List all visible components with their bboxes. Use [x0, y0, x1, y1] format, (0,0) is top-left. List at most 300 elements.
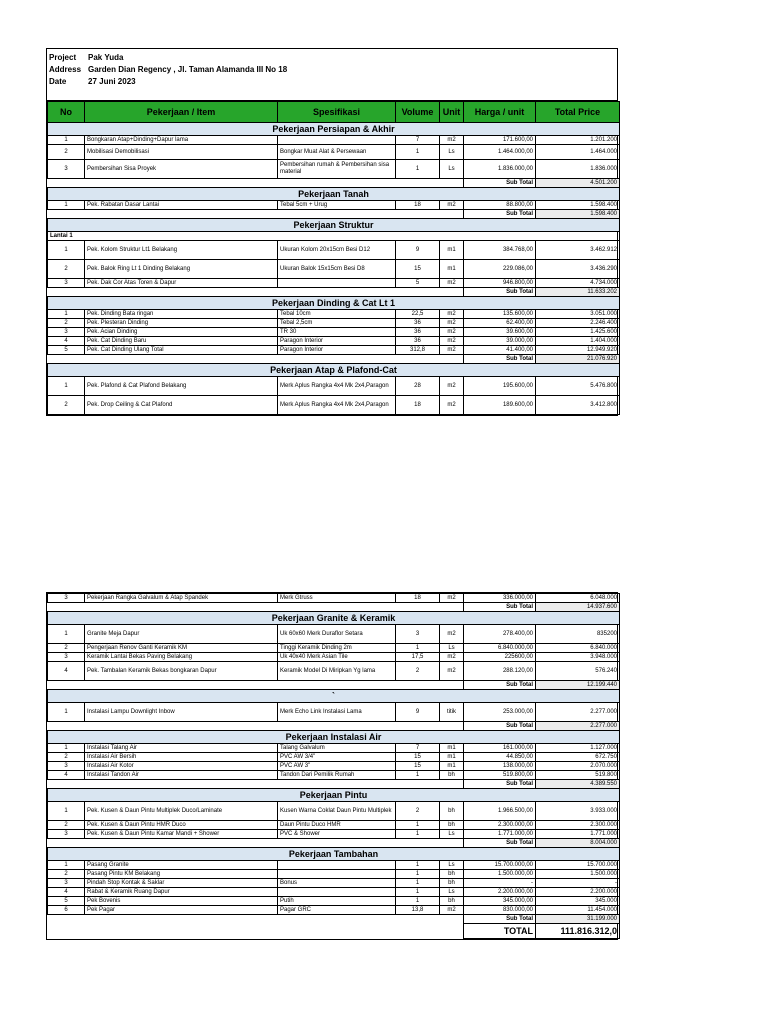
item-volume: 36 [396, 319, 440, 328]
item-harga: 15.700.000,00 [464, 861, 536, 870]
item-row [48, 594, 620, 603]
item-spec: Uk 40x40 Merk Asian Tile [278, 653, 396, 662]
subtotal-spacer [48, 839, 464, 848]
item-no: 6 [48, 906, 85, 915]
item-harga: 6.840.000,00 [464, 644, 536, 653]
section-header-row [48, 364, 620, 377]
boq-table-2 [47, 593, 620, 939]
item-name: Instalasi Air Kotor [85, 762, 278, 771]
item-spec: Merk Echo Link Instalasi Lama [278, 703, 396, 722]
item-name: Pek. Plafond & Cat Plafond Belakang [85, 377, 278, 396]
item-unit: bh [440, 879, 464, 888]
floor-label: Lantai 1 [48, 232, 620, 241]
item-name: Mobilisasi Demobilisasi [85, 145, 278, 160]
item-volume: 18 [396, 201, 440, 210]
item-row [48, 703, 620, 722]
item-volume: 1 [396, 160, 440, 179]
item-unit: m2 [440, 625, 464, 644]
item-no: 1 [48, 703, 85, 722]
subtotal-row [48, 722, 620, 731]
item-unit: Ls [440, 644, 464, 653]
item-volume: 28 [396, 377, 440, 396]
item-row [48, 160, 620, 179]
item-total: 345.000 [536, 897, 620, 906]
subtotal-value: 2.277.000 [536, 722, 620, 731]
item-row [48, 662, 620, 681]
subtotal-row [48, 780, 620, 789]
section-title: Pekerjaan Instalasi Air [48, 731, 620, 744]
section-header-row [48, 188, 620, 201]
item-unit: Ls [440, 145, 464, 160]
item-no: 1 [48, 201, 85, 210]
item-name: Keramik Lantai Bekas Paving Belakang [85, 653, 278, 662]
subtotal-value: 11.633.202 [536, 288, 620, 297]
item-unit: m2 [440, 279, 464, 288]
item-row [48, 653, 620, 662]
item-harga: 88.800,00 [464, 201, 536, 210]
item-no: 1 [48, 241, 85, 260]
item-harga: 1.966.500,00 [464, 802, 536, 821]
item-harga: 946.800,00 [464, 279, 536, 288]
item-unit: bh [440, 870, 464, 879]
item-no: 3 [48, 653, 85, 662]
item-name: Pengerjaan Renov Ganti Keramik KM [85, 644, 278, 653]
section-title: Pekerjaan Granite & Keramik [48, 612, 620, 625]
section-title: Pekerjaan Persiapan & Akhir [48, 123, 620, 136]
item-spec: Tebal 2,5cm [278, 319, 396, 328]
item-name: Pek. Rabatan Dasar Lantai [85, 201, 278, 210]
item-spec: Daun Pintu Duco HMR [278, 821, 396, 830]
project-header [47, 49, 617, 101]
item-row [48, 625, 620, 644]
item-total: 1.464.000 [536, 145, 620, 160]
date-label: Date [49, 77, 67, 86]
item-spec: Merk Gtruss [278, 594, 396, 603]
col-unit: Unit [440, 102, 464, 123]
item-total: 2.300.000 [536, 821, 620, 830]
item-total: 1.127.000 [536, 744, 620, 753]
item-name: Pek. Cat Dinding Baru [85, 337, 278, 346]
section-header-row [48, 123, 620, 136]
item-total: 15.700.000 [536, 861, 620, 870]
grand-total-label: TOTAL [464, 924, 536, 939]
item-spec: Tebal 10cm [278, 310, 396, 319]
item-name: Pek. Balok Ring Lt 1 Dinding Belakang [85, 260, 278, 279]
item-no: 1 [48, 136, 85, 145]
item-name: Pek Pagar [85, 906, 278, 915]
subtotal-value: 12.199.440 [536, 681, 620, 690]
item-spec: Pagar GRC [278, 906, 396, 915]
item-total: 2.200.000 [536, 888, 620, 897]
subtotal-value: 1.598.400 [536, 210, 620, 219]
item-volume: 17,5 [396, 653, 440, 662]
item-harga: 39.600,00 [464, 328, 536, 337]
item-name: Instalasi Lampu Downlight Inbow [85, 703, 278, 722]
item-total: 519.800 [536, 771, 620, 780]
item-volume: 2 [396, 802, 440, 821]
item-spec [278, 888, 396, 897]
item-name: Pek. Plesteran Dinding [85, 319, 278, 328]
item-no: 4 [48, 771, 85, 780]
item-no: 3 [48, 879, 85, 888]
item-spec: PVC & Shower [278, 830, 396, 839]
subtotal-spacer [48, 915, 464, 924]
item-total: 2.070.000 [536, 762, 620, 771]
item-total: 6.840.000 [536, 644, 620, 653]
item-total: 3.933.000 [536, 802, 620, 821]
subtotal-spacer [48, 210, 464, 219]
item-volume: 1 [396, 861, 440, 870]
item-row [48, 830, 620, 839]
item-name: Rabat & Keramik Ruang Dapur [85, 888, 278, 897]
section-header-row [48, 789, 620, 802]
item-spec: PVC AW 3" [278, 762, 396, 771]
item-spec: Ukuran Kolom 20x15cm Besi D12 [278, 241, 396, 260]
item-name: Pek. Kusen & Daun Pintu Multiplek Duco/Laminate [85, 802, 278, 821]
item-name: Pek. Kusen & Daun Pintu Kamar Mandi + Shower [85, 830, 278, 839]
item-no: 1 [48, 377, 85, 396]
boq-body-2 [48, 594, 620, 939]
item-total: 1.771.000 [536, 830, 620, 839]
item-no: 3 [48, 279, 85, 288]
item-name: Pek. Drop Ceiling & Cat Plafond [85, 396, 278, 415]
item-no: 2 [48, 821, 85, 830]
item-spec: Kusen Warna Coklat Daun Pintu Multiplek [278, 802, 396, 821]
item-volume: 3 [396, 625, 440, 644]
item-name: Pek. Tambalan Keramik Bekas bongkaran Dapur [85, 662, 278, 681]
date-row [47, 76, 617, 88]
subtotal-spacer [48, 681, 464, 690]
subtotal-label: Sub Total [464, 603, 536, 612]
item-harga: 1.464.000,00 [464, 145, 536, 160]
item-harga: 830.000,00 [464, 906, 536, 915]
item-harga: 1.836.000,00 [464, 160, 536, 179]
subtotal-row [48, 681, 620, 690]
col-no: No [48, 102, 85, 123]
item-harga: 39.000,00 [464, 337, 536, 346]
project-row [47, 52, 617, 64]
item-name: Bongkaran Atap+Dinding+Dapur lama [85, 136, 278, 145]
item-row [48, 337, 620, 346]
item-harga: 253.000,00 [464, 703, 536, 722]
boq-body-1 [48, 123, 620, 415]
item-no: 2 [48, 870, 85, 879]
item-no: 1 [48, 861, 85, 870]
subtotal-label: Sub Total [464, 210, 536, 219]
item-row [48, 136, 620, 145]
item-spec [278, 861, 396, 870]
section-title: Pekerjaan Struktur [48, 219, 620, 232]
subtotal-spacer [48, 288, 464, 297]
item-spec: Putih [278, 897, 396, 906]
item-no: 1 [48, 802, 85, 821]
item-harga: - [464, 879, 536, 888]
item-no: 5 [48, 346, 85, 355]
item-row [48, 644, 620, 653]
item-no: 3 [48, 762, 85, 771]
item-no: 3 [48, 160, 85, 179]
item-unit: m1 [440, 762, 464, 771]
grand-total-row [48, 924, 620, 939]
item-harga: 1.500.000,00 [464, 870, 536, 879]
address-row [47, 64, 617, 76]
item-total: 4.734.000 [536, 279, 620, 288]
item-no: 1 [48, 310, 85, 319]
rab-sheet-page-2 [46, 592, 618, 940]
item-total: 1.500.000 [536, 870, 620, 879]
item-total: 1.404.000 [536, 337, 620, 346]
item-volume: 15 [396, 762, 440, 771]
item-row [48, 310, 620, 319]
item-total: 3.462.912 [536, 241, 620, 260]
item-no: 2 [48, 644, 85, 653]
item-total: 12.949.920 [536, 346, 620, 355]
item-no: 3 [48, 594, 85, 603]
item-row [48, 328, 620, 337]
item-unit: m2 [440, 319, 464, 328]
item-no: 3 [48, 328, 85, 337]
item-total: 835200 [536, 625, 620, 644]
item-spec: Talang Galvalum [278, 744, 396, 753]
item-volume: 36 [396, 328, 440, 337]
subtotal-label: Sub Total [464, 681, 536, 690]
item-row [48, 879, 620, 888]
item-spec [278, 136, 396, 145]
subtotal-spacer [48, 179, 464, 188]
item-row [48, 260, 620, 279]
item-total: - [536, 879, 620, 888]
item-volume: 9 [396, 241, 440, 260]
item-volume: 13,8 [396, 906, 440, 915]
item-unit: m1 [440, 753, 464, 762]
col-total: Total Price [536, 102, 620, 123]
item-harga: 336.000,00 [464, 594, 536, 603]
item-harga: 189.600,00 [464, 396, 536, 415]
item-spec [278, 279, 396, 288]
subtotal-label: Sub Total [464, 839, 536, 848]
item-no: 2 [48, 396, 85, 415]
item-row [48, 241, 620, 260]
item-total: 3.412.800 [536, 396, 620, 415]
item-volume: 15 [396, 753, 440, 762]
item-row [48, 346, 620, 355]
item-name: Pembersihan Sisa Proyek [85, 160, 278, 179]
grand-total-value: 111.816.312,0 [536, 924, 620, 939]
item-spec: Merk Aplus Rangka 4x4 Mk 2x4,Paragon [278, 377, 396, 396]
item-row [48, 870, 620, 879]
section-header-row [48, 297, 620, 310]
item-total: 576.240 [536, 662, 620, 681]
item-name: Pasang Granite [85, 861, 278, 870]
item-harga: 41.400,00 [464, 346, 536, 355]
item-unit: m2 [440, 337, 464, 346]
item-spec: Tandon Dari Pemilik Rumah [278, 771, 396, 780]
item-total: 3.948.000 [536, 653, 620, 662]
item-row [48, 377, 620, 396]
item-volume: 1 [396, 644, 440, 653]
item-unit: bh [440, 771, 464, 780]
rab-sheet-page-1 [46, 48, 618, 416]
item-volume: 7 [396, 136, 440, 145]
col-volume: Volume [396, 102, 440, 123]
item-volume: 1 [396, 771, 440, 780]
item-unit: m2 [440, 653, 464, 662]
item-harga: 225600,00 [464, 653, 536, 662]
subtotal-row [48, 288, 620, 297]
item-spec [278, 870, 396, 879]
item-unit: m2 [440, 396, 464, 415]
section-header-row [48, 219, 620, 232]
section-title: Pekerjaan Dinding & Cat Lt 1 [48, 297, 620, 310]
item-harga: 161.000,00 [464, 744, 536, 753]
subtotal-value: 21.076.920 [536, 355, 620, 364]
subtotal-value: 31.199.000 [536, 915, 620, 924]
item-spec: Tebal 5cm + Urug [278, 201, 396, 210]
item-row [48, 802, 620, 821]
section-header-row [48, 848, 620, 861]
item-unit: bh [440, 802, 464, 821]
col-harga: Harga / unit [464, 102, 536, 123]
item-spec: Pembersihan rumah & Pembersihan sisa material [278, 160, 396, 179]
item-harga: 345.000,00 [464, 897, 536, 906]
subtotal-label: Sub Total [464, 355, 536, 364]
item-spec: Paragon Interior [278, 337, 396, 346]
item-row [48, 396, 620, 415]
item-no: 4 [48, 337, 85, 346]
item-harga: 135.600,00 [464, 310, 536, 319]
item-row [48, 753, 620, 762]
item-row [48, 744, 620, 753]
item-name: Pek. Dak Cor Atas Toren & Dapur [85, 279, 278, 288]
subtotal-value: 14.937.600 [536, 603, 620, 612]
item-volume: 312,8 [396, 346, 440, 355]
item-unit: m1 [440, 260, 464, 279]
item-unit: titik [440, 703, 464, 722]
subtotal-value: 4.501.200 [536, 179, 620, 188]
item-harga: 288.120,00 [464, 662, 536, 681]
item-name: Pasang Pintu KM Belakang [85, 870, 278, 879]
section-title: ` [48, 690, 620, 703]
project-value: Pak Yuda [88, 53, 124, 62]
item-name: Pek. Kusen & Daun Pintu HMR Duco [85, 821, 278, 830]
section-title: Pekerjaan Atap & Plafond-Cat [48, 364, 620, 377]
item-unit: Ls [440, 830, 464, 839]
item-row [48, 762, 620, 771]
item-name: Granite Meja Dapur [85, 625, 278, 644]
item-total: 672.750 [536, 753, 620, 762]
item-spec: Paragon Interior [278, 346, 396, 355]
item-harga: 62.400,00 [464, 319, 536, 328]
item-volume: 36 [396, 337, 440, 346]
item-no: 4 [48, 888, 85, 897]
item-name: Pek Bovenis [85, 897, 278, 906]
address-label: Address [49, 65, 82, 74]
item-total: 11.454.000 [536, 906, 620, 915]
item-unit: m2 [440, 377, 464, 396]
item-row [48, 888, 620, 897]
subtotal-row [48, 179, 620, 188]
date-value: 27 Juni 2023 [88, 77, 136, 86]
item-unit: Ls [440, 861, 464, 870]
item-harga: 278.400,00 [464, 625, 536, 644]
grand-total-spacer [48, 924, 464, 939]
section-title: Pekerjaan Pintu [48, 789, 620, 802]
item-harga: 229.086,00 [464, 260, 536, 279]
item-spec: PVC AW 3/4" [278, 753, 396, 762]
item-spec: TR 30 [278, 328, 396, 337]
item-no: 2 [48, 753, 85, 762]
item-row [48, 145, 620, 160]
item-no: 2 [48, 260, 85, 279]
item-spec: Merk Aplus Rangka 4x4 Mk 2x4,Paragon [278, 396, 396, 415]
item-volume: 18 [396, 396, 440, 415]
item-name: Instalasi Tandon Air [85, 771, 278, 780]
item-spec: Tinggi Keramik Dinding 2m [278, 644, 396, 653]
subtotal-value: 8.004.000 [536, 839, 620, 848]
item-unit: m2 [440, 662, 464, 681]
item-name: Pindah Stop Kontak & Saklar [85, 879, 278, 888]
item-total: 5.476.800 [536, 377, 620, 396]
item-volume: 5 [396, 279, 440, 288]
item-spec: Bonus [278, 879, 396, 888]
item-name: Pekerjaan Rangka Galvalum & Atap Spandek [85, 594, 278, 603]
item-volume: 18 [396, 594, 440, 603]
item-total: 2.246.400 [536, 319, 620, 328]
item-row [48, 319, 620, 328]
item-unit: m1 [440, 241, 464, 260]
item-unit: Ls [440, 160, 464, 179]
item-no: 4 [48, 662, 85, 681]
subtotal-spacer [48, 780, 464, 789]
subtotal-row [48, 603, 620, 612]
subtotal-row [48, 839, 620, 848]
item-volume: 1 [396, 821, 440, 830]
item-volume: 1 [396, 897, 440, 906]
item-volume: 1 [396, 870, 440, 879]
item-no: 5 [48, 897, 85, 906]
section-header-row [48, 731, 620, 744]
subtotal-row [48, 210, 620, 219]
section-header-row [48, 690, 620, 703]
item-row [48, 279, 620, 288]
item-volume: 7 [396, 744, 440, 753]
subtotal-label: Sub Total [464, 915, 536, 924]
item-name: Pek. Cat Dinding Ulang Total [85, 346, 278, 355]
item-name: Pek. Acian Dinding [85, 328, 278, 337]
item-row [48, 201, 620, 210]
col-spec: Spesifikasi [278, 102, 396, 123]
subtotal-label: Sub Total [464, 179, 536, 188]
item-total: 2.277.000 [536, 703, 620, 722]
item-row [48, 897, 620, 906]
item-total: 6.048.000 [536, 594, 620, 603]
item-spec: Uk 60x60 Merk Duraflor Setara [278, 625, 396, 644]
item-harga: 384.768,00 [464, 241, 536, 260]
item-total: 1.836.000 [536, 160, 620, 179]
item-unit: m2 [440, 906, 464, 915]
project-label: Project [49, 53, 77, 62]
subtotal-spacer [48, 355, 464, 364]
subtotal-row [48, 915, 620, 924]
item-no: 3 [48, 830, 85, 839]
item-unit: m2 [440, 201, 464, 210]
item-no: 1 [48, 744, 85, 753]
item-harga: 138.000,00 [464, 762, 536, 771]
item-unit: m2 [440, 594, 464, 603]
item-name: Pek. Kolom Struktur Lt1 Belakang [85, 241, 278, 260]
item-name: Instalasi Air Bersih [85, 753, 278, 762]
address-value: Garden Dian Regency , Jl. Taman Alamanda III No 18 [88, 65, 288, 74]
